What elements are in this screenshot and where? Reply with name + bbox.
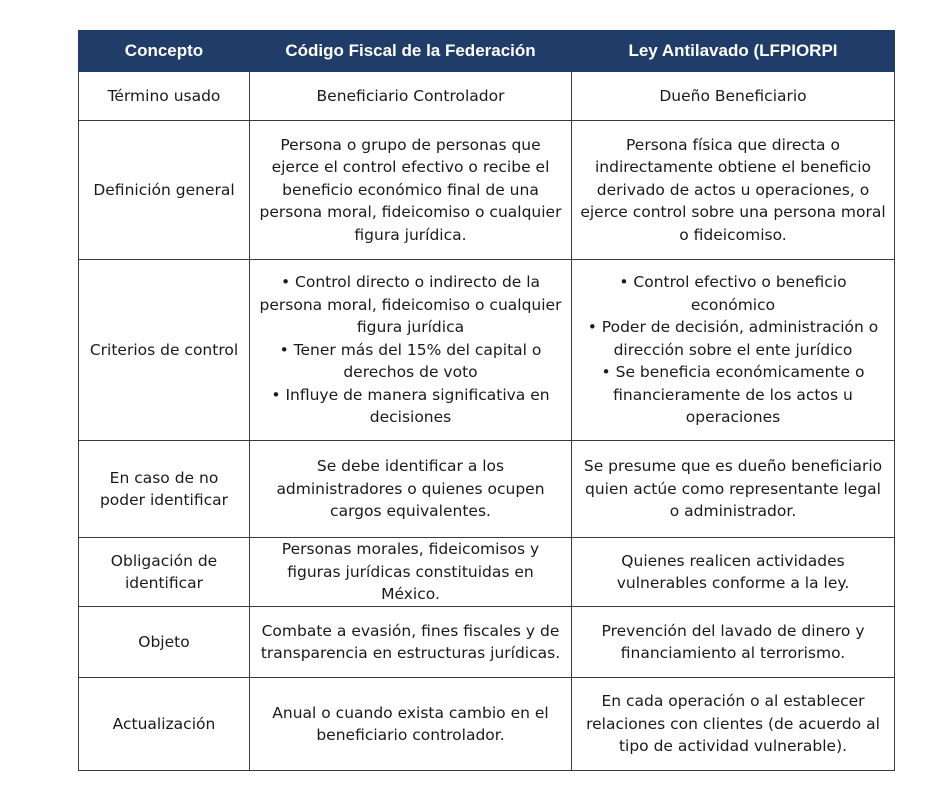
cff-cell (250, 72, 572, 121)
header-codigo-fiscal: Código Fiscal de la Federación (250, 31, 572, 72)
cff-text: Combate a evasión, fines fiscales y de transparencia en estructuras jurídicas. (260, 621, 561, 662)
concept-text: Obligación de identificar (110, 551, 218, 592)
header-ley-antilavado: Ley Antilavado (LFPIORPI (572, 31, 895, 72)
lfpiorpi-bullet: • Poder de decisión, administración o dirección sobre el ente jurídico (587, 318, 879, 359)
table-row (79, 678, 895, 771)
lfpiorpi-text: Quienes realicen actividades vulnerables conforme a la ley. (616, 551, 850, 592)
table-row (79, 607, 895, 678)
comparison-table (78, 30, 895, 771)
cff-bullet: • Influye de manera significativa en decisiones (271, 385, 550, 427)
concept-text: Definición general (93, 180, 235, 199)
row-concept (79, 121, 250, 260)
concept-text: Objeto (138, 632, 190, 651)
table-row (79, 260, 895, 441)
row-concept (79, 607, 250, 678)
row-concept (79, 441, 250, 538)
table-row (79, 538, 895, 607)
row-concept (79, 678, 250, 771)
lfpiorpi-text: En cada operación o al establecer relaciones con clientes (de acuerdo al tipo de actividad vulnerable). (586, 692, 880, 756)
cff-text: Anual o cuando exista cambio en el beneficiario controlador. (272, 703, 549, 744)
lfpiorpi-text: Dueño Beneficiario (659, 86, 807, 105)
table-row (79, 72, 895, 121)
lfpiorpi-cell (572, 678, 895, 771)
lfpiorpi-bullet: • Control efectivo o beneficio económico (619, 273, 847, 314)
cff-cell (250, 678, 572, 771)
lfpiorpi-cell (572, 72, 895, 121)
cff-text: Persona o grupo de personas que ejerce el control efectivo o recibe el beneficio económico final de una persona moral, fideicomiso o cualquier figura jurídica. (259, 135, 562, 244)
cff-cell (250, 607, 572, 678)
lfpiorpi-text: Se presume que es dueño beneficiario quien actúe como representante legal o administrador. (583, 457, 883, 521)
concept-text: En caso de no poder identificar (99, 468, 229, 509)
lfpiorpi-cell (572, 441, 895, 538)
cff-text: Personas morales, fideicomisos y figuras jurídicas constituidas en México. (281, 540, 540, 604)
cff-cell (250, 260, 572, 441)
cff-cell (250, 121, 572, 260)
lfpiorpi-cell (572, 260, 895, 441)
lfpiorpi-cell (572, 121, 895, 260)
concept-text: Actualización (112, 714, 216, 733)
lfpiorpi-text: Persona física que directa o indirectamente obtiene el beneficio derivado de actos u operaciones, o ejerce control sobre una persona moral o fideicomiso. (580, 135, 886, 244)
cff-cell (250, 538, 572, 607)
header-row (79, 31, 895, 72)
row-concept (79, 538, 250, 607)
cff-cell (250, 441, 572, 538)
lfpiorpi-cell (572, 607, 895, 678)
table-row (79, 441, 895, 538)
lfpiorpi-cell (572, 538, 895, 607)
header-concepto: Concepto (79, 31, 250, 72)
concept-text: Término usado (107, 86, 221, 105)
cff-text: Beneficiario Controlador (316, 86, 505, 105)
concept-text: Criterios de control (89, 340, 239, 359)
row-concept (79, 72, 250, 121)
table-row (79, 121, 895, 260)
cff-bullet: • Control directo o indirecto de la persona moral, fideicomiso o cualquier figura jurídica (259, 273, 562, 337)
cff-bullet: • Tener más del 15% del capital o derechos de voto (279, 340, 542, 382)
cff-text: Se debe identificar a los administradores o quienes ocupen cargos equivalentes. (276, 457, 545, 521)
lfpiorpi-text: Prevención del lavado de dinero y financiamiento al terrorismo. (601, 621, 865, 662)
lfpiorpi-bullet: • Se beneficia económicamente o financieramente de los actos u operaciones (601, 363, 865, 427)
row-concept (79, 260, 250, 441)
